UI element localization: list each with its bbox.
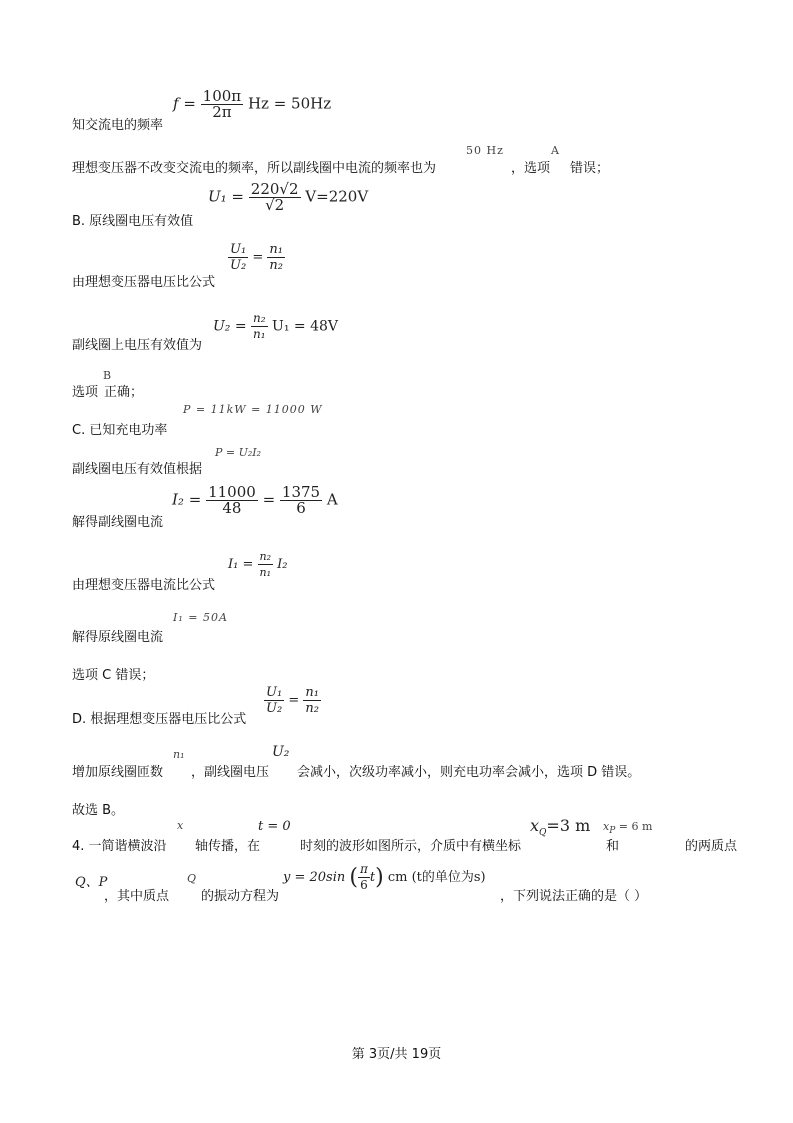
formula-u1	[208, 182, 368, 213]
formula-lhs: I₁ =	[228, 557, 254, 572]
question-text: ，其中质点	[104, 889, 170, 904]
formula-power: P = 11kW = 11000 W	[183, 403, 323, 416]
subscript: P	[609, 826, 616, 837]
text-line: C. 已知充电功率	[72, 423, 168, 438]
text-line: 选项	[72, 385, 99, 400]
numerator: 11000	[208, 483, 256, 501]
text-line: 错误；	[570, 161, 610, 176]
fraction	[303, 685, 321, 716]
denominator: 6	[360, 878, 368, 892]
question-text: ，下列说法正确的是（ ）	[500, 889, 648, 904]
formula-lhs: y = 20sin	[283, 870, 346, 885]
formula-lhs: x	[603, 820, 610, 833]
formula-rest: V=220V	[305, 187, 369, 206]
paren-open: (	[349, 865, 358, 890]
formula-lhs: U₂ =	[213, 318, 247, 335]
text-line: 副线圈上电压有效值为	[72, 338, 203, 353]
equals: =	[288, 693, 300, 708]
formula-u2	[213, 311, 338, 342]
formula-lhs: U₁ =	[208, 187, 244, 206]
unit: A	[326, 490, 338, 509]
formula-f: f =	[173, 94, 196, 113]
text-line: 解得原线圈电流	[72, 630, 164, 645]
numerator: U₁	[230, 242, 247, 257]
fraction	[358, 862, 370, 893]
numerator: 1375	[281, 483, 321, 501]
variable-t: t	[369, 870, 376, 885]
fraction	[201, 89, 244, 120]
formula-rest: =3 m	[546, 816, 591, 835]
fraction	[267, 242, 285, 273]
symbol-u2: U₂	[272, 744, 290, 760]
denominator: n₁	[259, 566, 272, 579]
formula-rest: = 6 m	[618, 820, 653, 833]
formula-rest: U₁ = 48V	[272, 318, 339, 335]
denominator: n₁	[253, 327, 266, 341]
text-line: D. 根据理想变压器电压比公式	[72, 712, 247, 727]
formula-xp	[603, 820, 652, 836]
numerator: n₁	[269, 242, 283, 257]
text-line: 由理想变压器电压比公式	[72, 275, 216, 290]
formula-rest: I₂	[277, 557, 288, 572]
text-line: ，副线圈电压	[191, 765, 270, 780]
symbol-x: x	[177, 819, 184, 832]
symbol-n1: n₁	[173, 748, 185, 761]
text-line: 故选 B。	[72, 803, 125, 818]
fraction	[251, 311, 268, 342]
denominator: 6	[296, 499, 306, 517]
fraction	[206, 485, 258, 516]
paren-close: )	[375, 865, 384, 890]
formula-xq	[530, 816, 590, 838]
text-line: 选项 C 错误；	[72, 668, 155, 683]
numerator: 100π	[202, 87, 242, 105]
text-line: 增加原线圈匝数	[72, 765, 164, 780]
option-a-label: A	[551, 144, 559, 157]
text-line: 解得副线圈电流	[72, 515, 164, 530]
text-line: 正确；	[104, 385, 144, 400]
formula-t0: t = 0	[258, 819, 291, 834]
denominator: n₂	[305, 701, 319, 716]
question-text: 轴传播，在	[195, 839, 261, 854]
fraction	[280, 485, 322, 516]
denominator: U₂	[230, 258, 247, 273]
denominator: 2π	[212, 103, 232, 121]
formula-voltage-ratio-2	[264, 685, 321, 716]
numerator: n₁	[305, 685, 319, 700]
formula-50hz: 50 Hz	[466, 144, 504, 157]
equals: =	[262, 490, 276, 509]
question-text: 4. 一简谐横波沿	[72, 839, 167, 854]
denominator: 48	[222, 499, 242, 517]
formula-vibration	[283, 862, 486, 893]
fraction	[228, 242, 248, 273]
formula-lhs: x	[530, 816, 540, 835]
question-text: 的振动方程为	[201, 889, 280, 904]
page-footer: 第 3页/共 19页	[351, 1047, 442, 1062]
question-text: 的两质点	[685, 839, 738, 854]
question-text: 和	[606, 839, 620, 854]
formula-i1-value: I₁ = 50A	[173, 611, 228, 624]
formula-lhs: I₂ =	[172, 490, 202, 509]
equals: =	[252, 250, 264, 265]
denominator: n₂	[269, 258, 283, 273]
text-line: B. 原线圈电压有效值	[72, 214, 194, 229]
option-b-label: B	[103, 369, 112, 382]
formula-i2	[172, 485, 338, 516]
numerator: n₂	[253, 311, 266, 325]
formula-current-ratio	[228, 549, 288, 580]
denominator: U₂	[266, 701, 283, 716]
text-line: ，选项	[511, 161, 551, 176]
symbol-qp: Q、P	[75, 875, 108, 890]
formula-rest: cm (t的单位为s)	[387, 870, 486, 885]
denominator: √2	[265, 196, 285, 214]
text-line: 副线圈电压有效值根据	[72, 462, 203, 477]
text-line: 知交流电的频率	[72, 118, 164, 133]
numerator: n₂	[259, 550, 272, 563]
formula-voltage-ratio	[228, 242, 285, 273]
text-line: 会减小，次级功率减小，则充电功率会减小，选项 D 错误。	[297, 765, 641, 780]
text-line: 由理想变压器电流比公式	[72, 578, 216, 593]
formula-frequency	[173, 89, 331, 120]
formula-rest: Hz = 50Hz	[247, 94, 332, 113]
symbol-q: Q	[187, 872, 197, 885]
numerator: 220√2	[250, 180, 299, 198]
subscript: Q	[539, 828, 547, 839]
formula-p-u2i2: P = U₂I₂	[215, 446, 262, 459]
fraction	[249, 182, 301, 213]
numerator: π	[359, 862, 368, 876]
fraction	[264, 685, 284, 716]
fraction	[258, 549, 274, 580]
text-line: 理想变压器不改变交流电的频率，所以副线圈中电流的频率也为	[72, 161, 437, 176]
numerator: U₁	[266, 685, 283, 700]
question-text: 时刻的波形如图所示，介质中有横坐标	[300, 839, 522, 854]
